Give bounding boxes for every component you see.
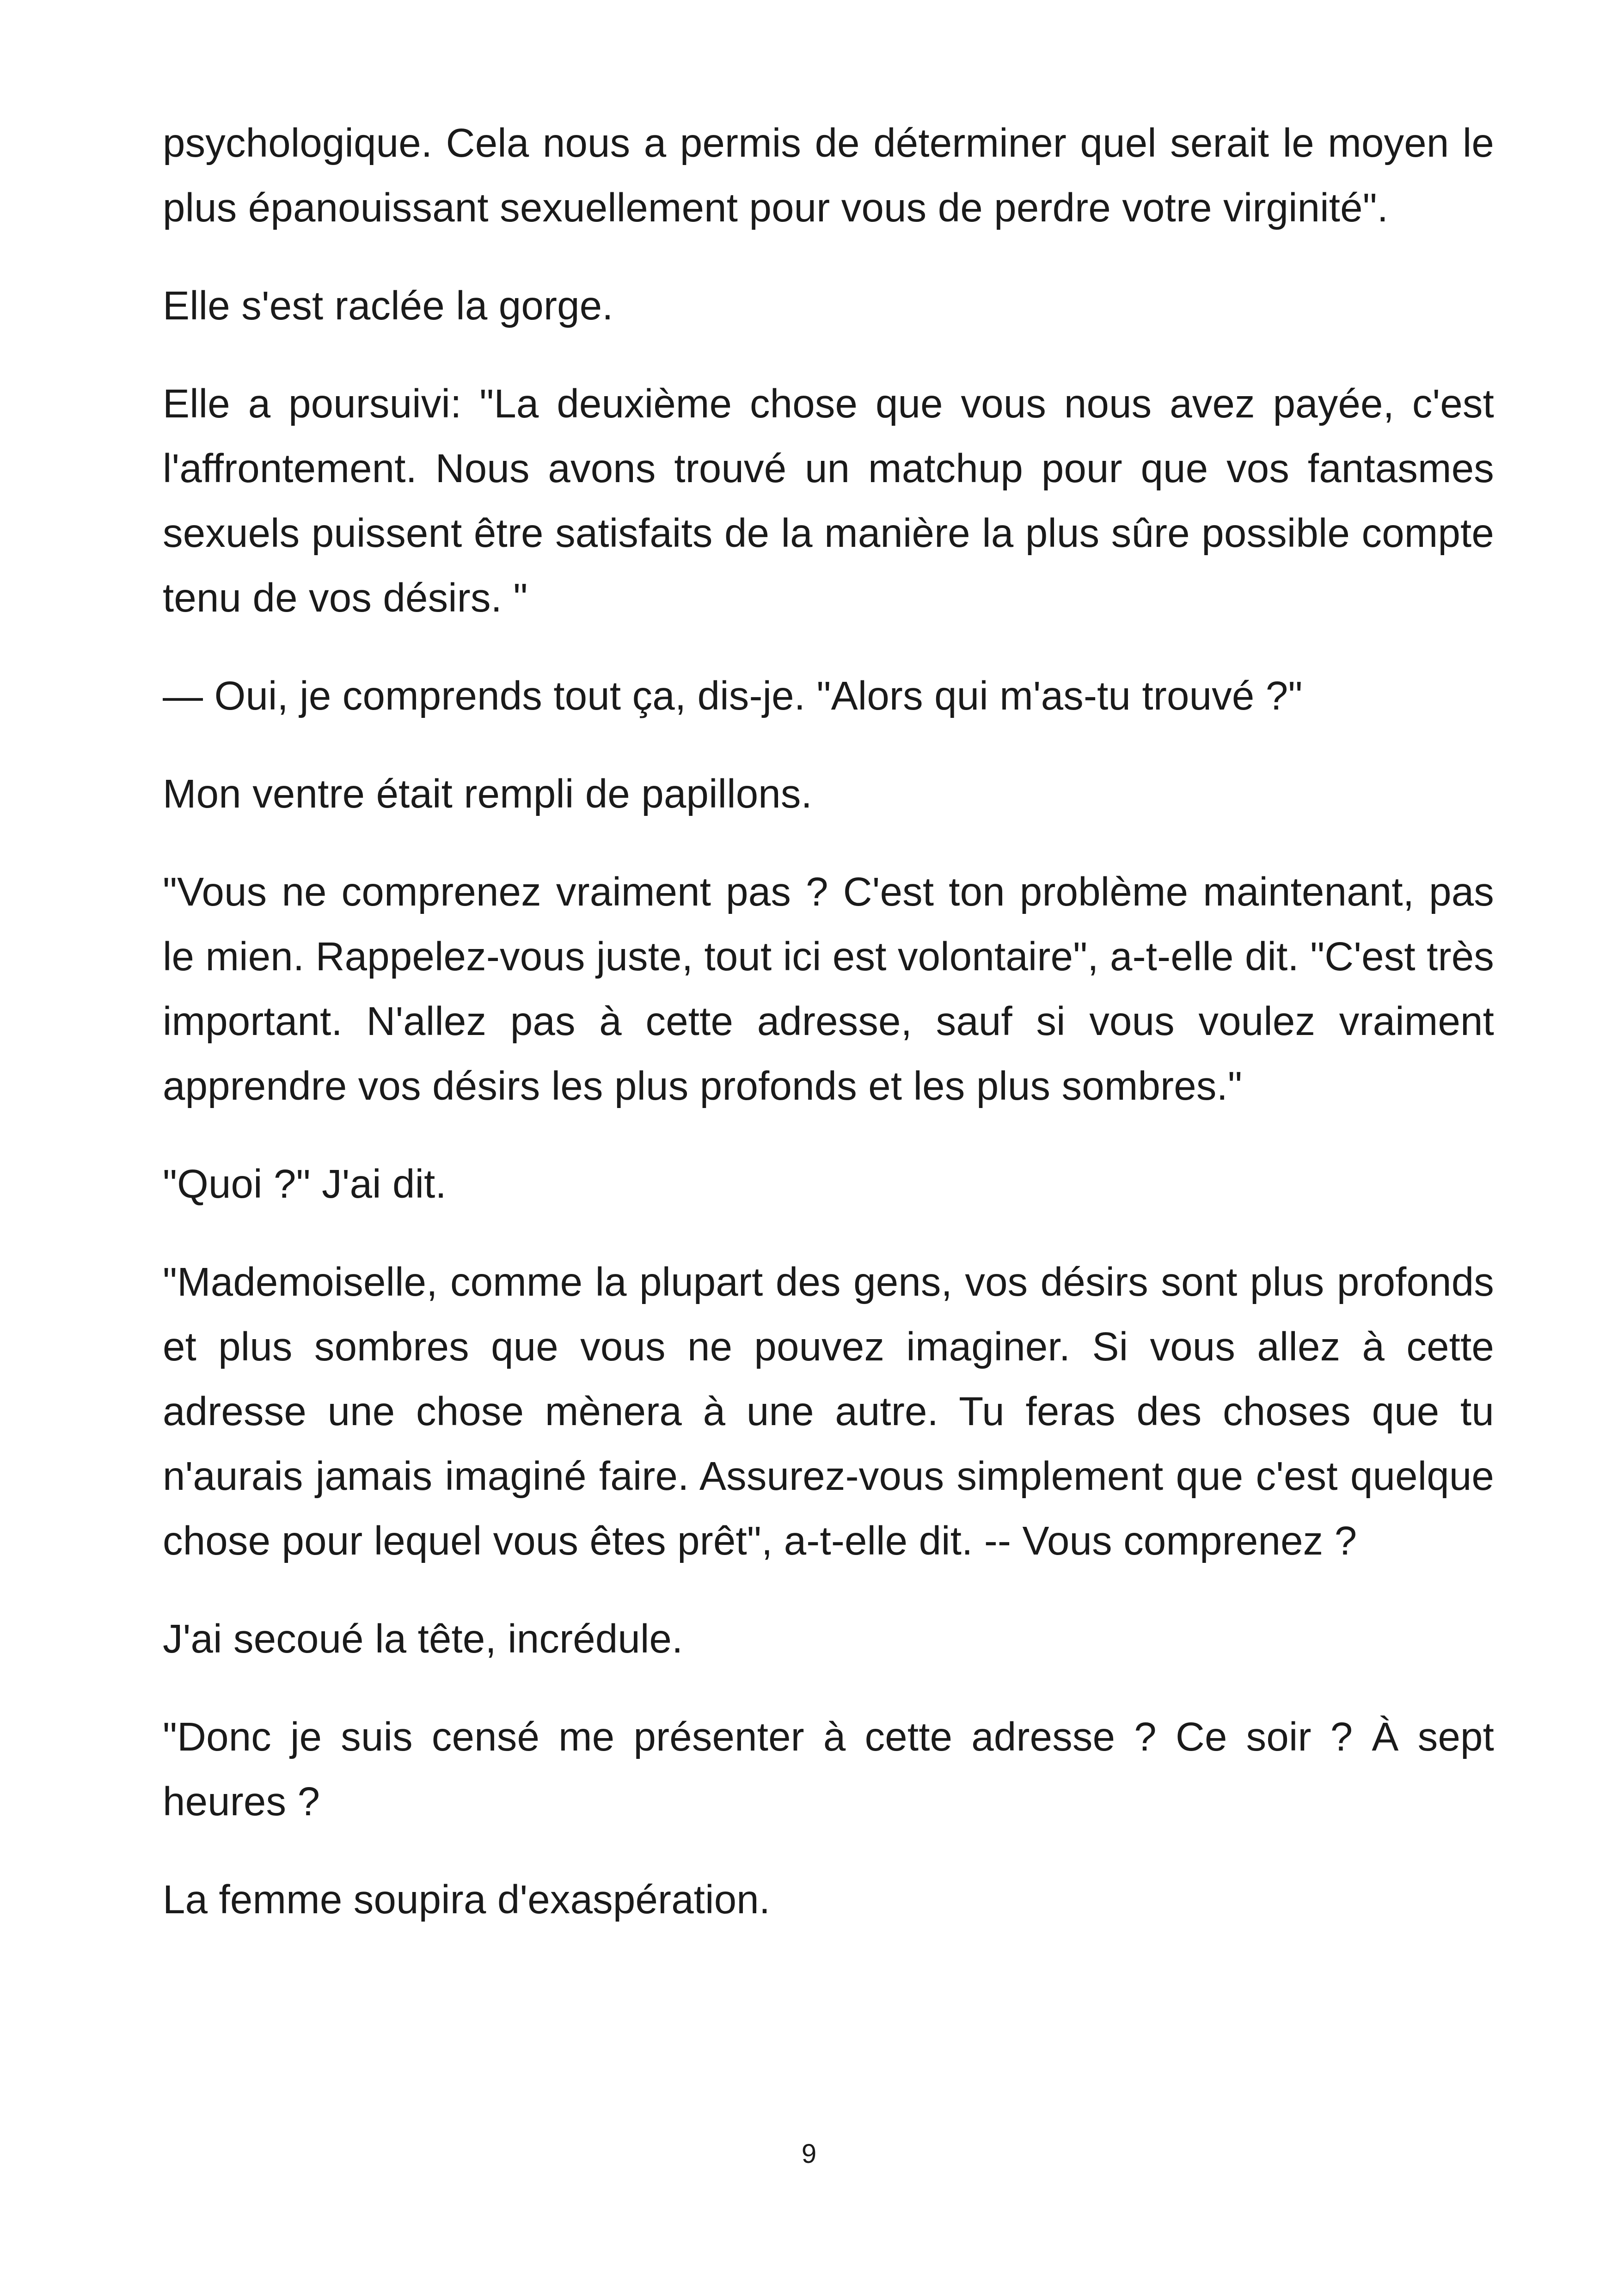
paragraph: J'ai secoué la tête, incrédule.: [163, 1616, 683, 1661]
paragraph: "Donc je suis censé me présenter à cette adresse ? Ce soir ? À sept heures ?: [163, 1714, 1494, 1824]
paragraph: Elle s'est raclée la gorge.: [163, 283, 613, 328]
paragraph: Elle a poursuivi: "La deuxième chose que vous nous avez payée, c'est l'affrontement. Nous avons trouvé un matchup pour que vos fantasmes sexuels puissent être satisfaits de la manière la plus sûre possible compte tenu de vos désirs. ": [163, 381, 1494, 620]
paragraph: "Vous ne comprenez vraiment pas ? C'est ton problème maintenant, pas le mien. Rappelez-vous juste, tout ici est volontaire", a-t-elle dit. "C'est très important. N'allez pas à cette adresse, sauf si vous voulez vraiment apprendre vos désirs les plus profonds et les plus sombres.": [163, 869, 1494, 1108]
paragraph: Mon ventre était rempli de papillons.: [163, 771, 812, 816]
paragraph: La femme soupira d'exaspération.: [163, 1877, 771, 1922]
paragraph: psychologique. Cela nous a permis de déterminer quel serait le moyen le plus épanouissant sexuellement pour vous de perdre votre virginité".: [163, 121, 1494, 230]
paragraph: "Quoi ?" J'ai dit.: [163, 1162, 447, 1206]
page-number: 9: [801, 2139, 817, 2169]
paragraph: "Mademoiselle, comme la plupart des gens, vos désirs sont plus profonds et plus sombres que vous ne pouvez imaginer. Si vous allez à cette adresse une chose mènera à une autre. Tu feras des choses que tu n'aurais jamais imaginé faire. Assurez-vous simplement que c'est quelque chose pour lequel vous êtes prêt", a-t-elle dit. -- Vous comprenez ?: [163, 1260, 1494, 1563]
body-text: [163, 111, 1494, 1965]
paragraph: — Oui, je comprends tout ça, dis-je. "Alors qui m'as-tu trouvé ?": [163, 673, 1303, 718]
